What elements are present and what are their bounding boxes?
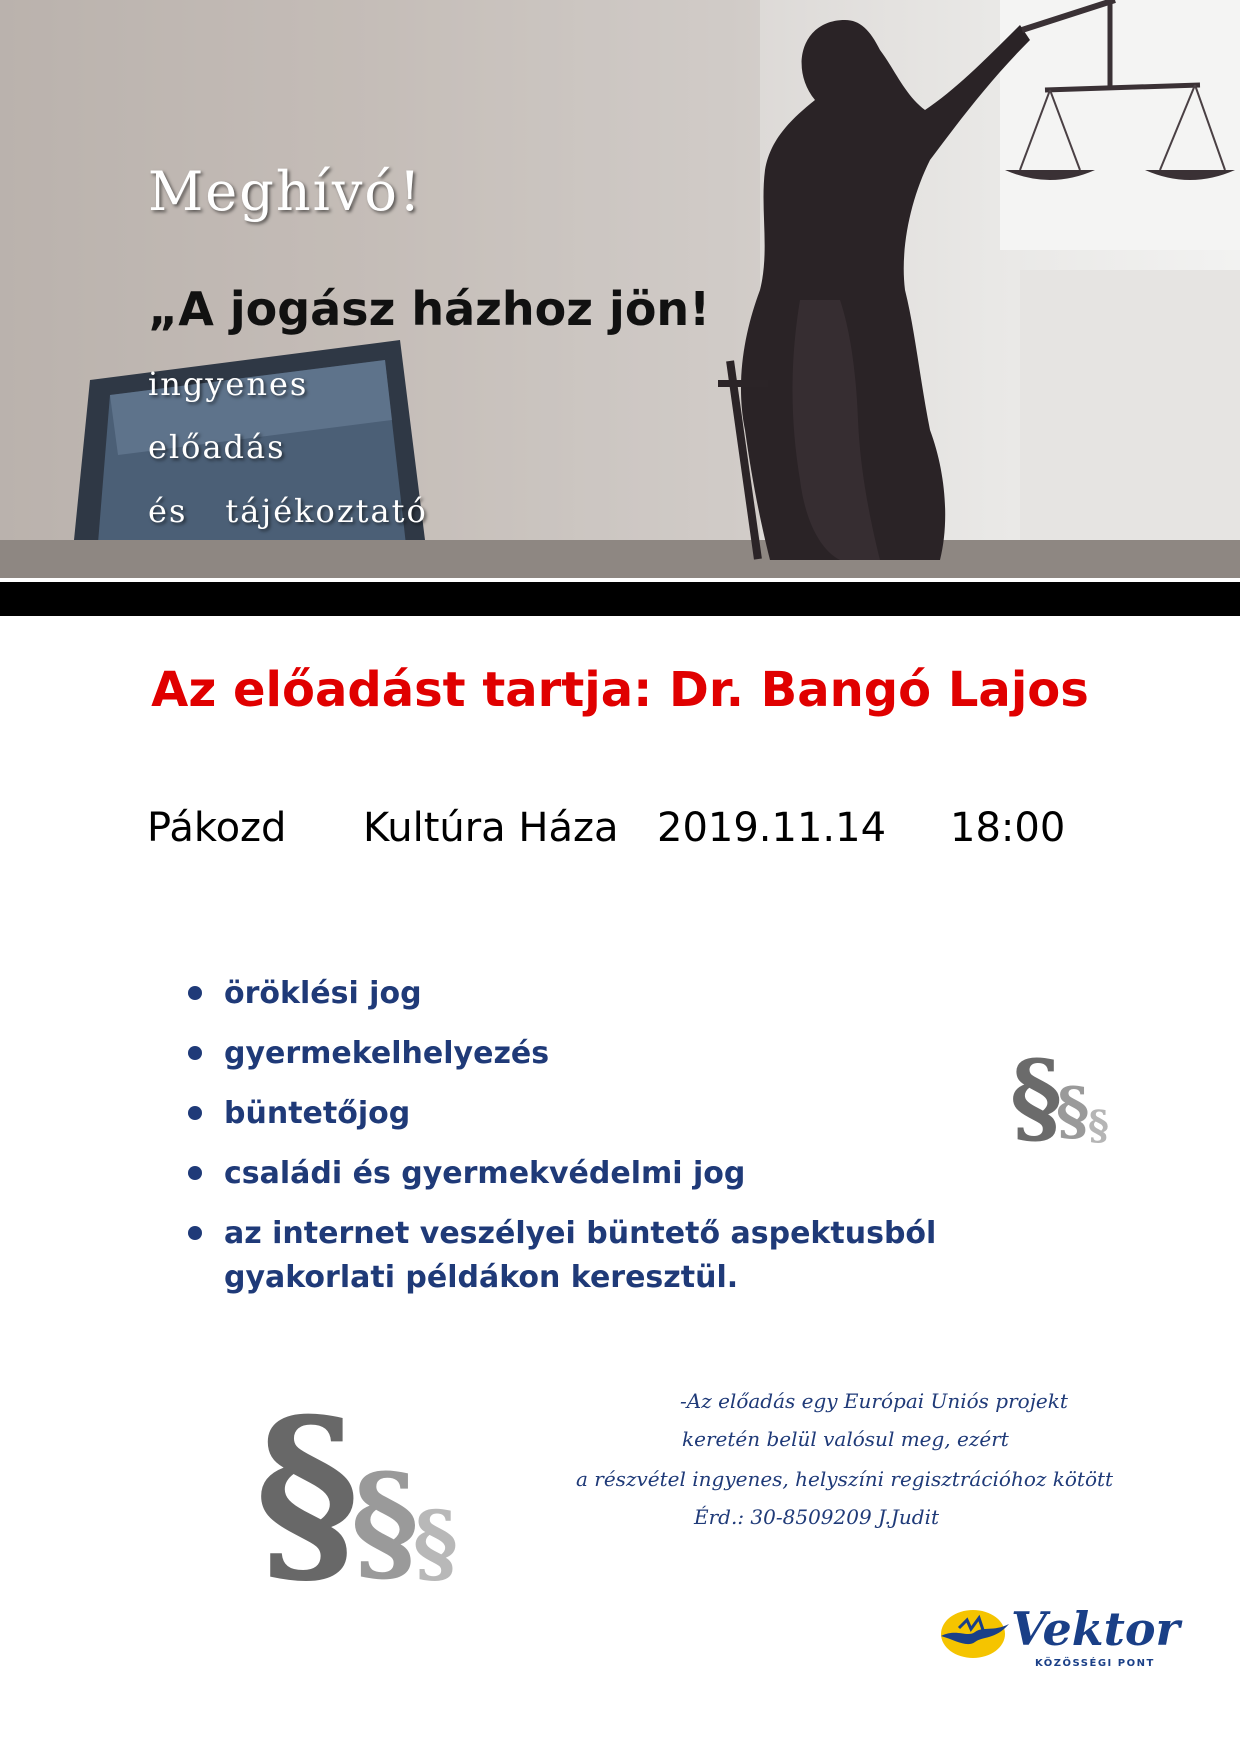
event-time: 18:00 — [950, 805, 1066, 851]
logo-subtitle: KÖZÖSSÉGI PONT — [1035, 1658, 1155, 1669]
speaker-line: Az előadást tartja: Dr. Bangó Lajos — [151, 662, 1089, 718]
hero-banner — [0, 0, 1240, 580]
hero-line-free: ingyenes — [148, 365, 309, 403]
invitation-title: Meghívó! — [148, 160, 423, 223]
bullet-icon — [188, 1226, 202, 1240]
list-item: büntetőjog — [188, 1092, 1088, 1136]
hero-line-lecture: előadás — [148, 428, 286, 466]
bullet-icon — [188, 986, 202, 1000]
topics-list — [188, 972, 1088, 1316]
event-place: Pákozd — [147, 805, 287, 851]
list-item: öröklési jog — [188, 972, 1088, 1016]
bullet-icon — [188, 1106, 202, 1120]
vektor-bird-icon — [935, 1602, 1015, 1662]
divider-band — [0, 582, 1240, 616]
logo-wordmark: Vektor — [1011, 1602, 1180, 1656]
hero-line-and: és — [148, 492, 188, 530]
bullet-icon — [188, 1166, 202, 1180]
event-slogan: „A jogász házhoz jön! — [148, 282, 711, 336]
note-line-2: keretén belül valósul meg, ezért — [682, 1427, 1009, 1451]
note-line-3: a részvétel ingyenes, helyszíni regisztrációhoz kötött — [576, 1467, 1114, 1491]
list-item: gyermekelhelyezés — [188, 1032, 1088, 1076]
list-item: az internet veszélyei büntető aspektusból gyakorlati példákon keresztül. — [188, 1212, 1104, 1300]
hero-line-information: tájékoztató — [225, 492, 428, 530]
note-line-1: -Az előadás egy Európai Uniós projekt — [680, 1389, 1068, 1413]
vektor-logo — [935, 1602, 1180, 1677]
hero-line-info — [148, 492, 428, 530]
event-date: 2019.11.14 — [657, 805, 887, 851]
note-line-contact: Érd.: 30-8509209 J.Judit — [694, 1505, 940, 1529]
bullet-icon — [188, 1046, 202, 1060]
event-venue: Kultúra Háza — [363, 805, 619, 851]
list-item: családi és gyermekvédelmi jog — [188, 1152, 1088, 1196]
